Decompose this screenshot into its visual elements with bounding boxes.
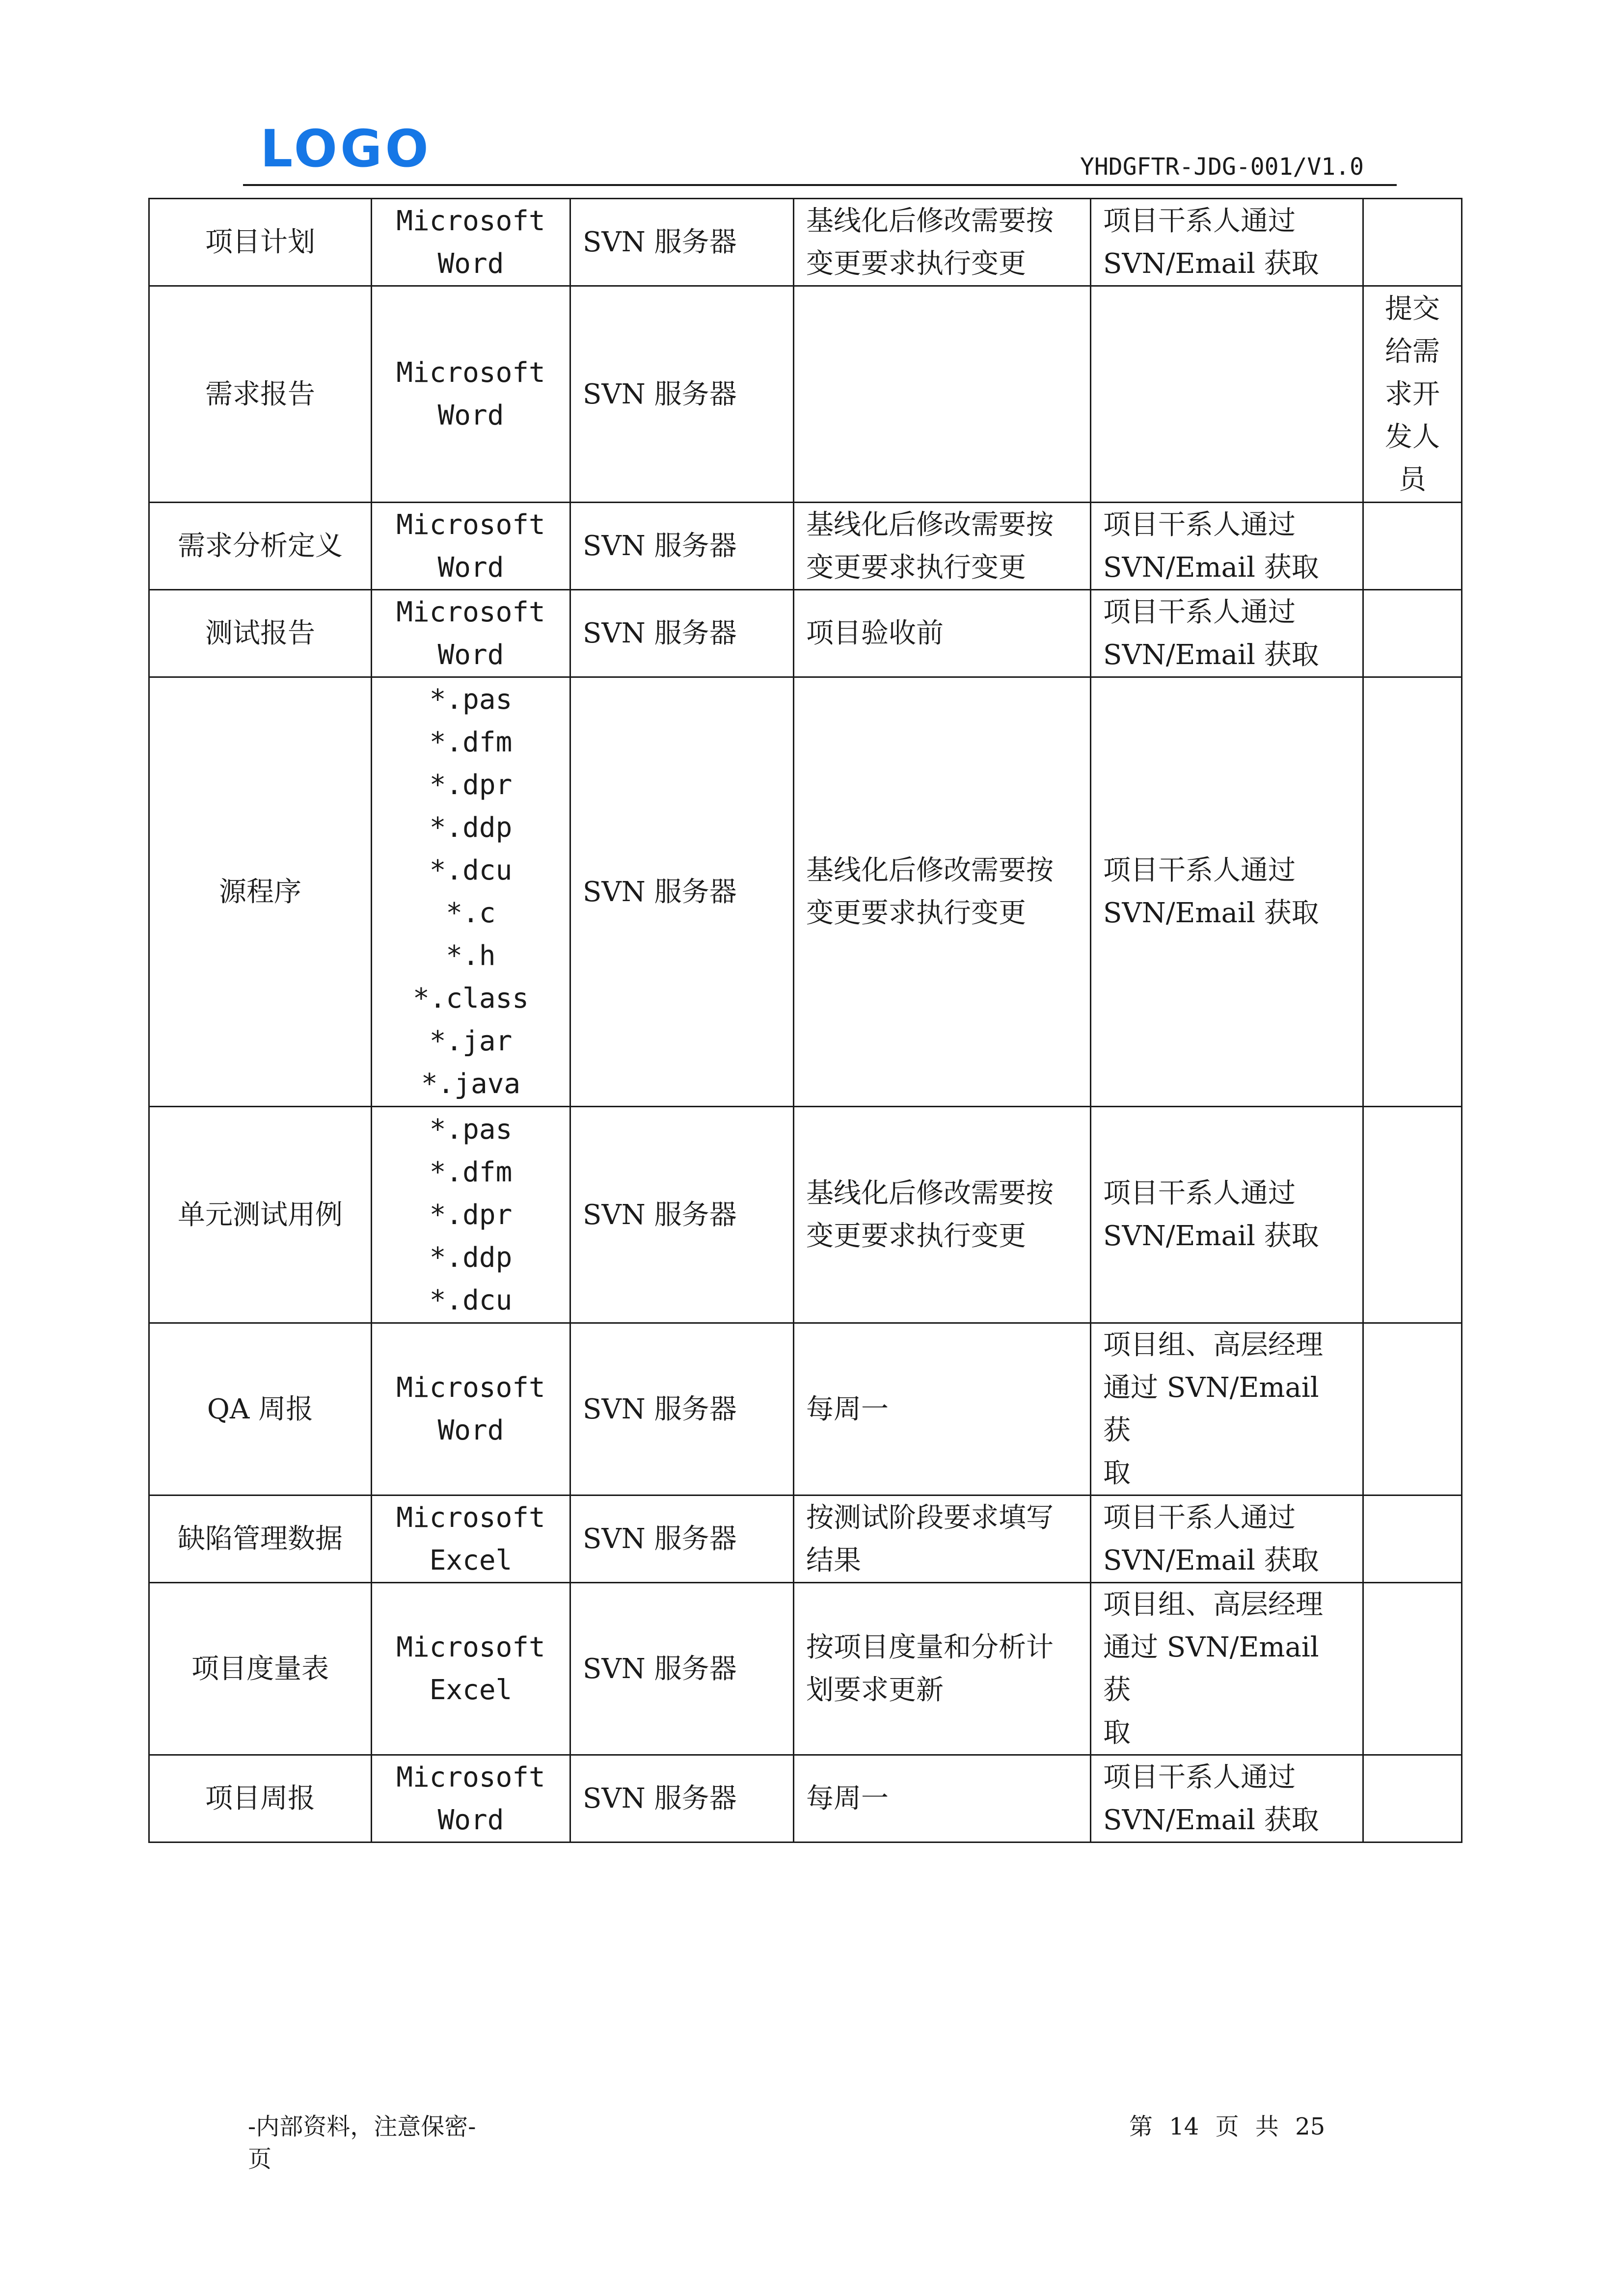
note-cell-line: 员 [1399,463,1426,496]
change-cell [794,199,1091,286]
access-cell-line: 取 [1103,1457,1131,1489]
item-name-cell: 源程序 [149,677,372,1107]
location-cell: SVN 服务器 [570,677,794,1107]
tool-cell-line: Word [437,1804,504,1836]
access-cell [1091,1583,1363,1755]
footer-confidential [248,2110,476,2175]
change-cell [794,590,1091,677]
note-cell-line: 求开 [1385,378,1440,410]
footer-confidential-line2: 页 [248,2145,272,2173]
note-cell [1363,590,1462,677]
table-row [149,1107,1462,1323]
note-cell [1363,1755,1462,1842]
location-cell: SVN 服务器 [570,1107,794,1323]
access-cell-line: 项目干系人通过 [1103,596,1296,628]
configuration-items-table [148,198,1462,1843]
tool-cell-line: Word [437,400,504,431]
table-row [149,677,1462,1107]
table-row [149,1323,1462,1495]
access-cell-line: 项目组、高层经理 [1103,1329,1323,1361]
change-cell-line: 变更要求执行变更 [806,897,1026,929]
tool-cell-line: *.class [412,983,529,1015]
tool-cell [372,1323,570,1495]
access-cell-line: 项目干系人通过 [1103,1501,1296,1534]
location-cell: SVN 服务器 [570,1323,794,1495]
change-cell [794,1107,1091,1323]
document-code: YHDGFTR-JDG-001/V1.0 [1080,153,1364,181]
tool-cell-line: *.dcu [429,854,513,886]
access-cell-line: 通过 SVN/Email 获 [1103,1631,1319,1706]
tool-cell [372,677,570,1107]
tool-cell-line: Excel [429,1674,513,1706]
tool-cell [372,503,570,590]
tool-cell-line: *.dpr [429,1199,513,1231]
item-name-cell: 需求分析定义 [149,503,372,590]
note-cell [1363,1107,1462,1323]
access-cell-line: SVN/Email 获取 [1103,551,1319,584]
change-cell [794,286,1091,503]
item-name-cell: 需求报告 [149,286,372,503]
tool-cell-line: *.c [446,897,496,929]
note-cell [1363,199,1462,286]
tool-cell-line: Microsoft [396,1761,545,1793]
access-cell [1091,1323,1363,1495]
access-cell-line: 项目干系人通过 [1103,1761,1296,1793]
note-cell-line: 给需 [1385,335,1440,368]
note-cell [1363,286,1462,503]
access-cell [1091,286,1363,503]
change-cell [794,1323,1091,1495]
company-logo: LOGO [260,119,432,179]
change-cell [794,1755,1091,1842]
note-cell [1363,677,1462,1107]
change-cell-line: 基线化后修改需要按 [806,1177,1054,1209]
change-cell-line: 基线化后修改需要按 [806,854,1054,886]
access-cell [1091,1755,1363,1842]
tool-cell [372,1583,570,1755]
tool-cell-line: *.java [421,1068,521,1100]
footer-page-info: 第 14 页 共 25 [1129,2113,1326,2140]
table-row [149,590,1462,677]
tool-cell-line: Word [437,551,504,584]
change-cell-line: 划要求更新 [806,1674,944,1706]
change-cell-line: 结果 [806,1544,861,1576]
tool-cell-line: Microsoft [396,357,545,389]
tool-cell [372,199,570,286]
tool-cell-line: *.dfm [429,1156,513,1188]
access-cell-line: SVN/Email 获取 [1103,639,1319,671]
tool-cell-line: *.dfm [429,726,513,758]
tool-cell-line: *.ddp [429,812,513,844]
footer-confidential-line1: -内部资料，注意保密- [248,2113,476,2140]
access-cell-line: SVN/Email 获取 [1103,1220,1319,1252]
note-cell [1363,1495,1462,1583]
location-cell: SVN 服务器 [570,1495,794,1583]
access-cell-line: SVN/Email 获取 [1103,1804,1319,1836]
tool-cell-line: *.jar [429,1025,513,1057]
access-cell-line: SVN/Email 获取 [1103,247,1319,280]
change-cell-line: 变更要求执行变更 [806,1220,1026,1252]
access-cell-line: SVN/Email 获取 [1103,897,1319,929]
change-cell-line: 按测试阶段要求填写 [806,1501,1054,1534]
table-row [149,1755,1462,1842]
item-name-cell: 项目度量表 [149,1583,372,1755]
access-cell-line: 项目干系人通过 [1103,854,1296,886]
change-cell-line: 基线化后修改需要按 [806,508,1054,541]
note-cell [1363,1583,1462,1755]
tool-cell-line: Microsoft [396,1501,545,1534]
table-row [149,1495,1462,1583]
access-cell [1091,677,1363,1107]
note-cell-line: 发人 [1385,421,1440,453]
table-row [149,286,1462,503]
tool-cell-line: Word [437,247,504,280]
tool-cell [372,286,570,503]
access-cell-line: SVN/Email 获取 [1103,1544,1319,1576]
access-cell-line: 通过 SVN/Email 获 [1103,1372,1319,1446]
access-cell-line: 项目干系人通过 [1103,508,1296,541]
change-cell-line: 项目验收前 [806,617,944,649]
note-cell [1363,1323,1462,1495]
item-name-cell: 项目周报 [149,1755,372,1842]
item-name-cell: 测试报告 [149,590,372,677]
access-cell [1091,503,1363,590]
access-cell [1091,199,1363,286]
tool-cell-line: *.h [446,940,496,972]
access-cell-line: 取 [1103,1717,1131,1749]
change-cell-line: 每周一 [806,1393,889,1425]
tool-cell-line: *.dpr [429,769,513,801]
change-cell-line: 基线化后修改需要按 [806,205,1054,237]
location-cell: SVN 服务器 [570,199,794,286]
change-cell [794,1495,1091,1583]
header-divider [243,184,1397,186]
change-cell-line: 每周一 [806,1783,889,1815]
location-cell: SVN 服务器 [570,286,794,503]
note-cell [1363,503,1462,590]
access-cell [1091,590,1363,677]
tool-cell-line: *.pas [429,1113,513,1146]
tool-cell [372,1107,570,1323]
tool-cell [372,590,570,677]
change-cell [794,503,1091,590]
item-name-cell: 缺陷管理数据 [149,1495,372,1583]
note-cell-line: 提交 [1385,293,1440,325]
change-cell [794,677,1091,1107]
tool-cell-line: Word [437,639,504,671]
access-cell [1091,1107,1363,1323]
tool-cell-line: Microsoft [396,205,545,237]
location-cell: SVN 服务器 [570,503,794,590]
tool-cell-line: Microsoft [396,508,545,541]
table-row [149,1583,1462,1755]
access-cell-line: 项目组、高层经理 [1103,1589,1323,1621]
access-cell-line: 项目干系人通过 [1103,205,1296,237]
location-cell: SVN 服务器 [570,1583,794,1755]
item-name-cell: 项目计划 [149,199,372,286]
tool-cell-line: Excel [429,1544,513,1576]
location-cell: SVN 服务器 [570,590,794,677]
change-cell-line: 变更要求执行变更 [806,247,1026,280]
location-cell: SVN 服务器 [570,1755,794,1842]
tool-cell-line: *.dcu [429,1284,513,1316]
tool-cell-line: Microsoft [396,596,545,628]
tool-cell [372,1755,570,1842]
change-cell [794,1583,1091,1755]
tool-cell-line: *.ddp [429,1241,513,1274]
access-cell-line: 项目干系人通过 [1103,1177,1296,1209]
tool-cell [372,1495,570,1583]
item-name-cell: 单元测试用例 [149,1107,372,1323]
tool-cell-line: *.pas [429,684,513,716]
change-cell-line: 变更要求执行变更 [806,551,1026,584]
tool-cell-line: Word [437,1415,504,1446]
item-name-cell: QA 周报 [149,1323,372,1495]
table-row [149,503,1462,590]
tool-cell-line: Microsoft [396,1372,545,1404]
change-cell-line: 按项目度量和分析计 [806,1631,1054,1663]
table-row [149,199,1462,286]
access-cell [1091,1495,1363,1583]
tool-cell-line: Microsoft [396,1631,545,1663]
